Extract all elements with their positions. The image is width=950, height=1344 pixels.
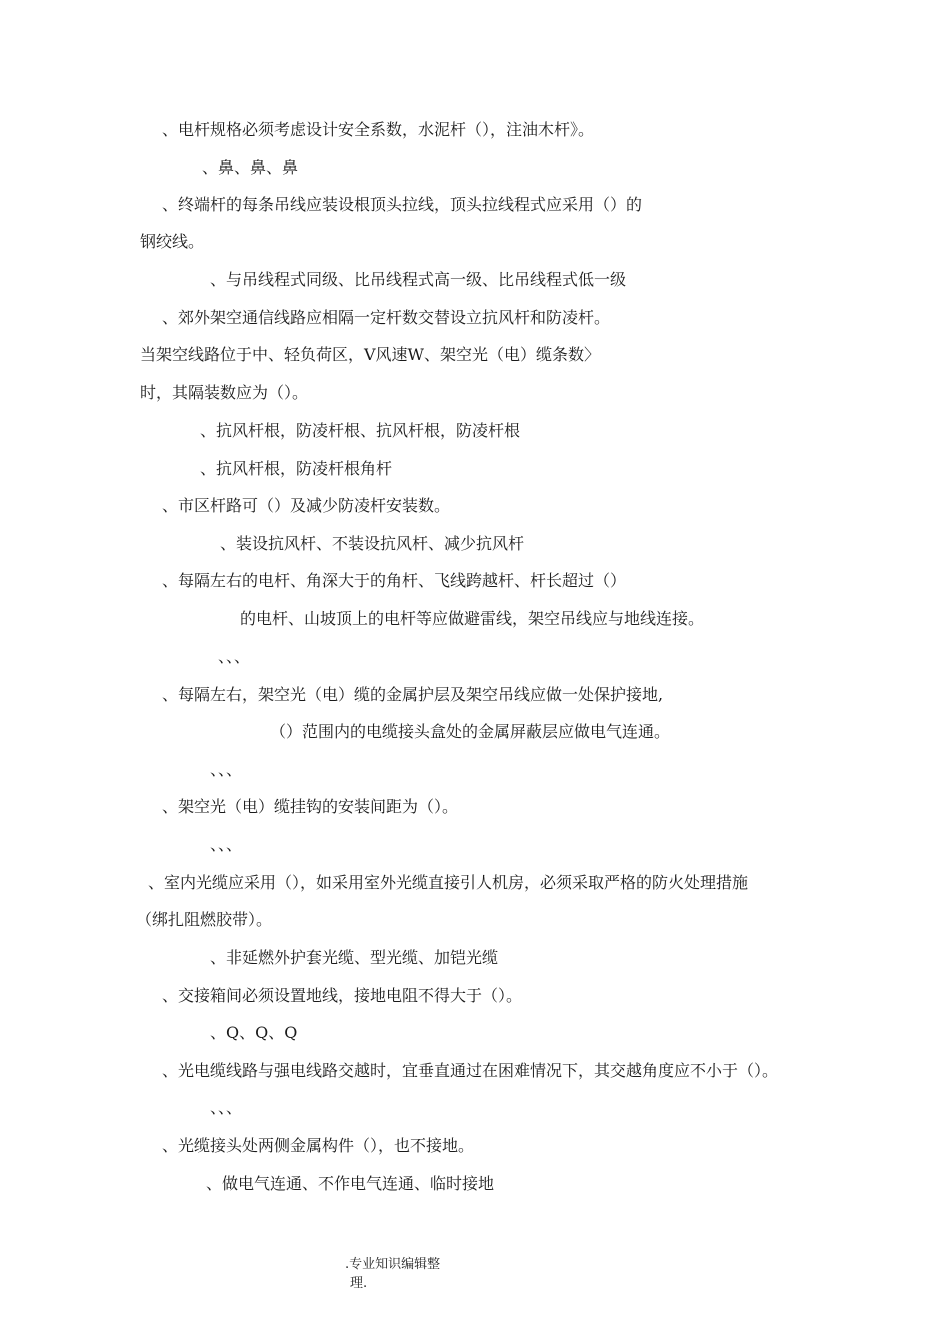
text-line: 、抗风杆根，防凌杆根、抗风杆根，防凌杆根	[200, 421, 521, 440]
text-line: 、、、	[218, 647, 251, 666]
text-line: 、鼻、鼻、鼻	[202, 158, 299, 177]
text-line: 、装设抗风杆、不装设抗风杆、减少抗风杆	[220, 534, 525, 553]
text-line: 、每隔左右的电杆、角深大于的角杆、飞线跨越杆、杆长超过（）	[162, 571, 627, 590]
text-line: 、室内光缆应采用（），如采用室外光缆直接引人机房，必须采取严格的防火处理措施	[148, 873, 749, 892]
text-line: 、电杆规格必须考虑设计安全系数，水泥杆（），注油木杆》。	[162, 120, 595, 139]
text-line: 、架空光（电）缆挂钩的安装间距为（）。	[162, 797, 459, 816]
text-line: 当架空线路位于中、轻负荷区，V风速W、架空光（电）缆条数〉	[140, 345, 601, 364]
text-line: 、非延燃外护套光缆、型光缆、加铠光缆	[210, 948, 499, 967]
text-line: 、光电缆线路与强电线路交越时，宜垂直通过在困难情况下，其交越角度应不小于（）。	[162, 1061, 779, 1080]
text-line: 、光缆接头处两侧金属构件（），也不接地。	[162, 1136, 475, 1155]
text-line: 、与吊线程式同级、比吊线程式高一级、比吊线程式低一级	[210, 270, 627, 289]
text-line: 、抗风杆根，防凌杆根角杆	[200, 459, 393, 478]
text-line: （绑扎阻燃胶带）。	[136, 910, 273, 929]
text-line: 、交接箱间必须设置地线，接地电阻不得大于（）。	[162, 986, 523, 1005]
text-line: 钢绞线。	[140, 232, 205, 251]
page-footer-line2: 理.	[350, 1276, 368, 1291]
text-line: 的电杆、山坡顶上的电杆等应做避雷线，架空吊线应与地线连接。	[240, 609, 705, 628]
text-line: 、每隔左右，架空光（电）缆的金属护层及架空吊线应做一处保护接地,	[162, 685, 664, 704]
text-line: 、、、	[210, 835, 243, 854]
text-line: 时，其隔装数应为（）。	[140, 383, 309, 402]
page-footer-line1: .专业知识编辑整	[345, 1257, 441, 1272]
text-line: 、市区杆路可（）及减少防凌杆安装数。	[162, 496, 451, 515]
text-line: 、Q、Q、Q	[210, 1023, 298, 1042]
text-line: 、做电气连通、不作电气连通、临时接地	[206, 1174, 495, 1193]
text-line: 、郊外架空通信线路应相隔一定杆数交替设立抗风杆和防凌杆。	[162, 308, 611, 327]
text-line: 、终端杆的每条吊线应装设根顶头拉线，顶头拉线程式应采用（）的	[162, 195, 643, 214]
text-line: （）范围内的电缆接头盒处的金属屏蔽层应做电气连通。	[270, 722, 671, 741]
text-line: 、、、	[210, 1098, 243, 1117]
text-line: 、、、	[210, 760, 243, 779]
